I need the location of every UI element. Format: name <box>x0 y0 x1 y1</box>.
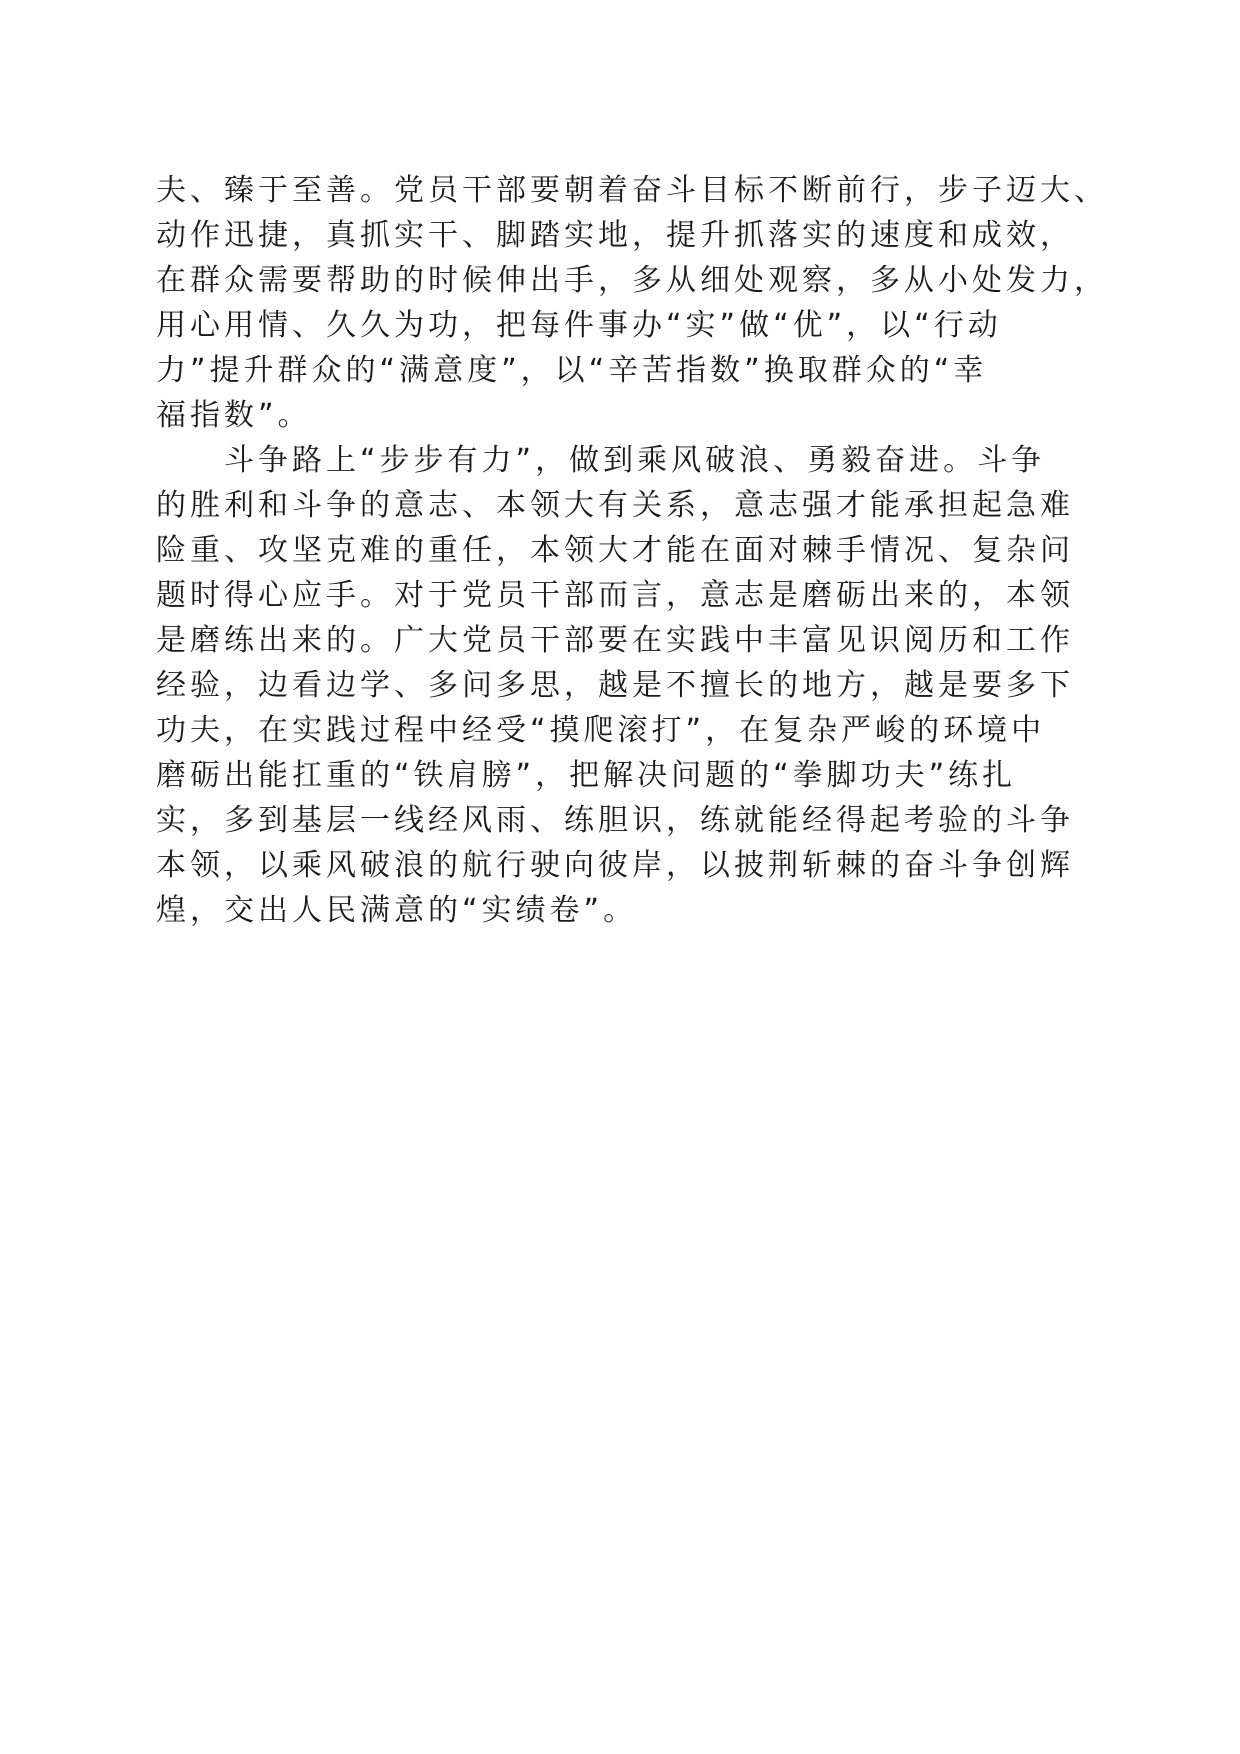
text-line: 险重、攻坚克难的重任，本领大才能在面对棘手情况、复杂问 <box>156 533 1074 568</box>
paragraph-2 <box>156 438 1096 933</box>
text-line: 用心用情、久久为功，把每件事办“实”做“优”，以“行动 <box>156 308 1002 343</box>
text-line: 磨砺出能扛重的“铁肩膀”，把解决问题的“拳脚功夫”练扎 <box>156 758 1017 793</box>
text-line: 在群众需要帮助的时候伸出手，多从细处观察，多从小处发力， <box>156 263 1108 298</box>
paragraph-1 <box>156 168 1108 438</box>
text-line: 力”提升群众的“满意度”，以“辛苦指数”换取群众的“幸 <box>156 353 988 388</box>
text-line: 题时得心应手。对于党员干部而言，意志是磨砺出来的，本领 <box>156 578 1074 613</box>
text-line: 经验，边看边学、多问多思，越是不擅长的地方，越是要多下 <box>156 668 1074 703</box>
text-line: 的胜利和斗争的意志、本领大有关系，意志强才能承担起急难 <box>156 488 1074 523</box>
text-line: 是磨练出来的。广大党员干部要在实践中丰富见识阅历和工作 <box>156 623 1074 658</box>
text-line: 功夫，在实践过程中经受“摸爬滚打”，在复杂严峻的环境中 <box>156 713 1046 748</box>
text-line: 动作迅捷，真抓实干、脚踏实地，提升抓落实的速度和成效， <box>156 218 1074 253</box>
text-line: 实，多到基层一线经风雨、练胆识，练就能经得起考验的斗争 <box>156 803 1074 838</box>
text-line: 福指数”。 <box>156 398 312 433</box>
text-line: 斗争路上“步步有力”，做到乘风破浪、勇毅奋进。斗争 <box>156 443 1046 478</box>
text-line: 本领，以乘风破浪的航行驶向彼岸，以披荆斩棘的奋斗争创辉 <box>156 848 1074 883</box>
text-line: 煌，交出人民满意的“实绩卷”。 <box>156 893 638 928</box>
document-body <box>156 168 1108 933</box>
text-line: 夫、臻于至善。党员干部要朝着奋斗目标不断前行，步子迈大、 <box>156 173 1108 208</box>
